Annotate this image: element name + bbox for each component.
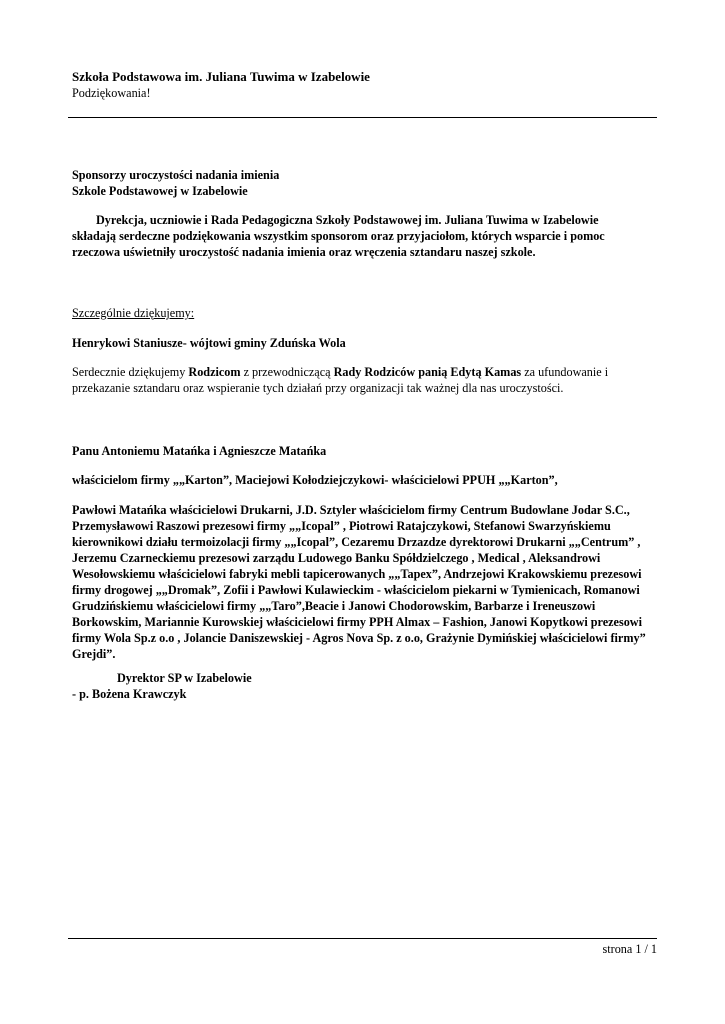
sponsors-list-line: firmy Wola Sp.z o.o , Jolancie Daniszewskiej - Agros Nova Sp. z o.o, Grażynie Dymińskiej właścicielowi firmy” [72,631,646,645]
parents-line1 [72,364,654,380]
sponsors-list-line: Grudzińskiemu właścicielowi firmy „„Taro”,Beacie i Janowi Chodorowskim, Barbarze i Ireneuszowi [72,599,596,613]
page-number: strona 1 / 1 [602,942,657,956]
parents-text: Serdecznie dziękujemy [72,365,189,379]
sponsors-heading-line1: Sponsorzy uroczystości nadania imienia [72,168,280,182]
sponsors-list-paragraph [72,502,654,662]
footer-divider [68,938,657,939]
intro-line: Dyrekcja, uczniowie i Rada Pedagogiczna Szkoły Podstawowej im. Juliana Tuwima w Izabelowie [96,213,599,227]
thanks-mataska: Panu Antoniemu Matańka i Agnieszcze Matańka [72,444,327,458]
sponsors-list-line: Wesołowskiemu właścicielowi fabryki mebli tapicerowanych „„Tapex”, Andrzejowi Krakowskiemu prezesowi [72,567,642,581]
sponsors-list-line: Jerzemu Czarneckiemu prezesowi zarządu Ludowego Banku Spółdzielczego , Medical , Aleksandrowi [72,551,601,565]
intro-line: rzeczowa uświetniły uroczystość nadania imienia oraz wręczenia sztandaru naszej szkole. [72,245,536,259]
parents-text: z przewodniczącą [240,365,334,379]
thanks-mayor: Henrykowi Staniusze- wójtowi gminy Zduńska Wola [72,336,346,350]
page-subtitle: Podziękowania! [72,86,151,100]
sponsors-list-line: kierownikowi działu termoizolacji firmy „„Icopal”, Cezaremu Drzazdze dyrektorowi Drukarni „„Centrum” , [72,535,641,549]
sponsors-list-line: firmy drogowej „„Dromak”, Zofii i Pawłowi Kulawieckim - właścicielom piekarni w Tymienicach, Romanowi [72,583,640,597]
intro-paragraph [72,212,654,260]
parents-council-bold: Rady Rodziców panią Edytą Kamas [333,365,522,379]
header-divider [68,117,657,118]
sponsors-heading [72,167,654,199]
special-thanks-label: Szczególnie dziękujemy: [72,306,195,320]
karton-line: właścicielom firmy „„Karton”, Maciejowi Kołodziejczykowi- właścicielowi PPUH „„Karton”, [72,473,558,487]
sponsors-list-line: Przemysławowi Raszowi prezesowi firmy „„Icopal” , Piotrowi Ratajczykowi, Stefanowi Swarzyńskiemu [72,519,611,533]
parents-line2: przekazanie sztandaru oraz wspieranie tych działań przy organizacji tak ważnej dla nas uroczystości. [72,381,564,395]
sponsors-heading-line2: Szkole Podstawowej w Izabelowie [72,184,248,198]
parents-text: za ufundowanie i [521,365,609,379]
school-name: Szkoła Podstawowa im. Juliana Tuwima w Izabelowie [72,69,370,84]
sponsors-list-line: Grejdi”. [72,647,116,661]
sponsors-list-line: Borkowskim, Mariannie Kurowskiej właścicielowi firmy PPH Almax – Fashion, Janowi Kopytkowi prezesowi [72,615,642,629]
sponsors-list-line: Pawłowi Matańka właścicielowi Drukarni, J.D. Sztyler właścicielom firmy Centrum Budowlane Jodar S.C., [72,503,630,517]
signature-block [72,670,252,702]
signature-name: - p. Bożena Krawczyk [72,687,187,701]
parents-bold: Rodzicom [188,365,241,379]
parents-paragraph [72,364,654,396]
signature-title: Dyrektor SP w Izabelowie [117,671,252,685]
intro-line: składają serdeczne podziękowania wszystkim sponsorom oraz przyjaciołom, których wsparcie i pomoc [72,229,605,243]
